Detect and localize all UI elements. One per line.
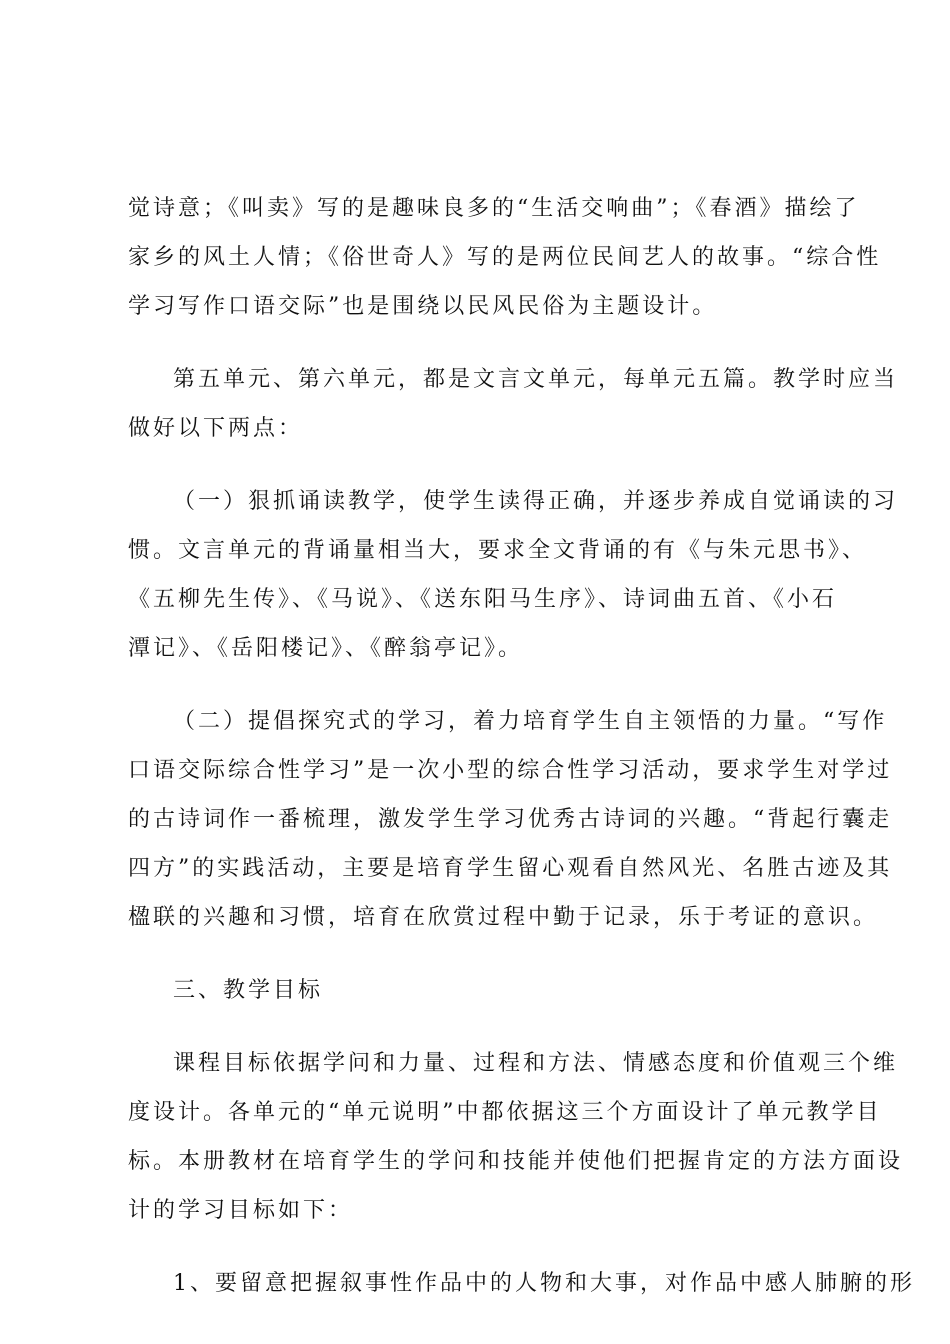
text-line: 四方”的实践活动，主要是培育学生留心观看自然风光、名胜古迹及其 [128,856,893,881]
text-line: 觉诗意；《叫卖》写的是趣味良多的“生活交响曲”；《春酒》描绘了 [128,196,860,221]
document-body [128,184,915,1332]
text-line: 第五单元、第六单元，都是文言文单元，每单元五篇。教学时应当 [173,367,899,392]
paragraph-recitation [128,477,899,673]
text-line: 口语交际综合性学习”是一次小型的综合性学习活动，要求学生对学过 [128,758,893,783]
text-line: 《五柳先生传》、《马说》、《送东阳马生序》、诗词曲五首、《小石 [128,587,838,612]
text-line: 标。本册教材在培育学生的学问和技能并使他们把握肯定的方法方面设 [128,1149,904,1174]
heading-line: 三、教学目标 [173,978,324,1003]
text-line: 楹联的兴趣和习惯，培育在欣赏过程中勤于记录，乐于考证的意识。 [128,905,879,930]
text-line: （一）狠抓诵读教学，使学生读得正确，并逐步养成自觉诵读的习 [173,489,899,514]
paragraph-goal-item-1 [128,1259,915,1308]
paragraph-inquiry-learning [128,697,893,942]
text-line: 家乡的风土人情；《俗世奇人》写的是两位民间艺人的故事。“综合性 [128,245,882,270]
text-line: 学习写作口语交际”也是围绕以民风民俗为主题设计。 [128,294,718,319]
text-line: 1、要留意把握叙事性作品中的人物和大事，对作品中感人肺腑的形 [173,1271,915,1296]
text-line: 惯。文言单元的背诵量相当大，要求全文背诵的有《与朱元思书》、 [128,538,868,563]
text-line: 度设计。各单元的“单元说明”中都依据这三个方面设计了单元教学目 [128,1100,882,1125]
text-line: 的古诗词作一番梳理，激发学生学习优秀古诗词的兴趣。“背起行囊走 [128,807,893,832]
text-line: （二）提倡探究式的学习，着力培育学生自主领悟的力量。“写作 [173,709,888,734]
text-line: 潭记》、《岳阳楼记》、《醉翁亭记》。 [128,636,524,661]
text-line: 计的学习目标如下： [128,1198,354,1223]
paragraph-folk-customs-unit [128,184,882,331]
paragraph-course-goals [128,1039,904,1235]
text-line: 课程目标依据学问和力量、过程和方法、情感态度和价值观三个维 [173,1051,899,1076]
text-line: 做好以下两点： [128,416,304,441]
paragraph-classical-units [128,355,899,453]
section-heading-teaching-goals [128,966,834,1015]
